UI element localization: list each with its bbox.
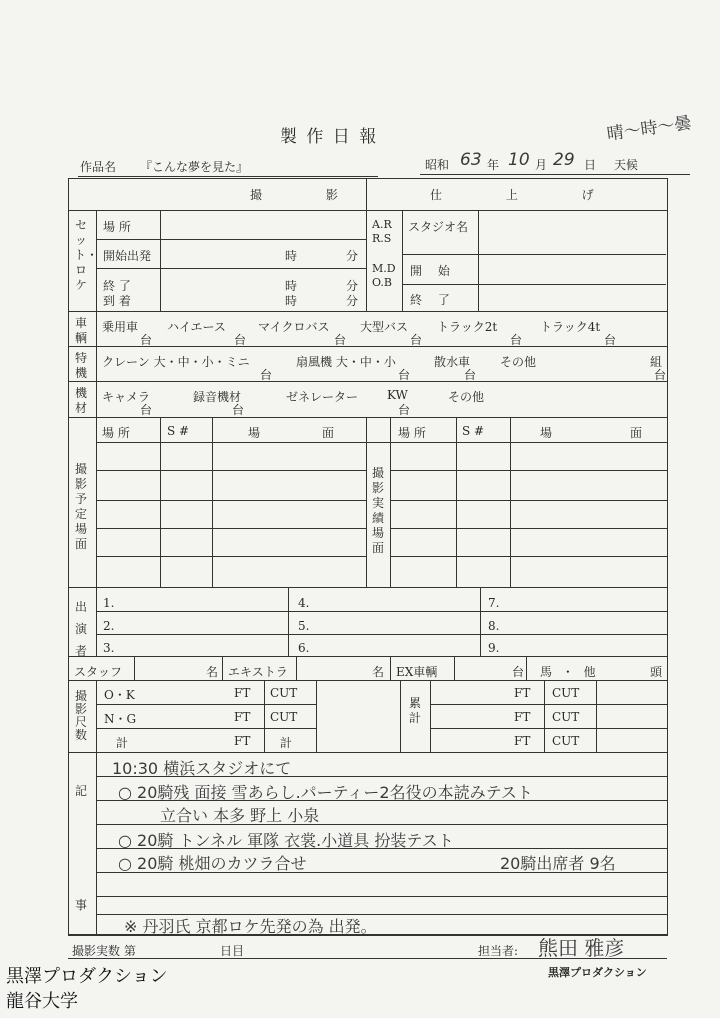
film-cut-1: CUT — [270, 686, 298, 700]
special-item-crane: クレーン 大・中・小・ミニ — [102, 355, 250, 369]
equipment-unit-3: 台 — [398, 403, 411, 417]
notes-ki-label: 記 — [75, 784, 88, 798]
set-ji-1: 時 — [285, 249, 298, 263]
set-ji-3: 時 — [285, 294, 298, 308]
vehicle-unit-3: 台 — [334, 333, 347, 347]
days-unit: 日目 — [220, 944, 245, 958]
rs-label: R.S — [372, 232, 392, 245]
special-item-sprinkler: 散水車 — [434, 355, 471, 369]
year-value: 63 — [460, 150, 482, 170]
set-ji-2: 時 — [285, 279, 298, 293]
scene-header-men-right: 面 — [630, 426, 643, 440]
set-fun-2: 分 — [346, 279, 359, 293]
set-shuryo: 終 了 — [103, 279, 131, 293]
cast-label: 出演者 — [74, 600, 87, 658]
equipment-unit-1: 台 — [140, 403, 153, 417]
person-label: 担当者: — [478, 944, 519, 958]
days-label: 撮影実数 第 — [72, 944, 136, 958]
note-line-6: ※ 丹羽氏 京都ロケ先発の為 出発。 — [124, 917, 377, 936]
film-cut-r2: CUT — [552, 710, 580, 724]
notes-ji-label: 事 — [75, 898, 88, 912]
set-fun-3: 分 — [346, 294, 359, 308]
cast-7: 7. — [488, 596, 500, 610]
work-title-value: 『こんな夢を見た』 — [140, 160, 249, 174]
special-item-other: その他 — [500, 355, 537, 369]
vehicle-item-truck2: トラック2t — [437, 320, 498, 334]
film-cut-2: CUT — [270, 710, 298, 724]
film-total-2: 計 — [280, 736, 293, 750]
equipment-item-kw: KW — [387, 388, 408, 402]
month-value: 10 — [508, 150, 530, 170]
scene-header-s-right: S # — [462, 424, 485, 438]
studio-label: スタジオ名 — [408, 220, 469, 234]
cast-8: 8. — [488, 619, 500, 633]
report-frame — [68, 178, 668, 936]
equipment-item-generator: ゼネレーター — [286, 390, 359, 404]
cast-5: 5. — [298, 619, 310, 633]
set-tochaku: 到 着 — [103, 294, 131, 308]
equipment-label: 機材 — [74, 386, 87, 415]
equipment-item-sound: 録音機材 — [193, 390, 242, 404]
scene-actual-label: 撮影実績場面 — [371, 466, 384, 555]
vehicle-item-microbus: マイクロバス — [258, 320, 330, 334]
cast-9: 9. — [488, 641, 500, 655]
shiage-kaishi: 開 始 — [410, 264, 456, 278]
film-ft-3: FT — [234, 734, 251, 748]
set-kaishi: 開始出発 — [103, 249, 152, 263]
vehicle-unit-2: 台 — [234, 333, 247, 347]
film-ft-1: FT — [234, 686, 251, 700]
vehicle-item-sedan: 乗用車 — [102, 320, 139, 334]
credit-1: 黒澤プロダクション — [6, 966, 168, 987]
set-basho: 場 所 — [103, 220, 131, 234]
equipment-item-camera: キャメラ — [102, 390, 151, 404]
scene-header-basho-right: 場 所 — [398, 426, 426, 440]
equipment-item-other: その他 — [448, 390, 485, 404]
note-line-2: ○ 20騎残 面接 雪あらし.パーティー2名役の本読みテスト — [118, 783, 533, 802]
ex-vehicle-dai: 台 — [512, 665, 525, 679]
film-total-label: 計 — [116, 736, 129, 750]
set-fun-1: 分 — [346, 249, 359, 263]
ex-vehicle-label: EX車輌 — [396, 665, 438, 679]
vehicle-item-bus: 大型バス — [360, 320, 409, 334]
horse-label: 馬 ・ 他 — [540, 665, 599, 679]
day-value: 29 — [553, 150, 575, 170]
special-label: 特機 — [74, 351, 87, 380]
cast-3: 3. — [103, 641, 115, 655]
note-line-3: 立合い 本多 野上 小泉 — [160, 806, 320, 825]
special-item-fan: 扇風機 大・中・小 — [296, 355, 396, 369]
md-label: M.D — [372, 262, 396, 275]
film-ok-label: O・K — [104, 688, 135, 702]
extra-mei: 名 — [372, 665, 385, 679]
vehicle-item-hiace: ハイエース — [167, 320, 226, 334]
shiage-shuryo: 終 了 — [410, 293, 456, 307]
scene-header-basho-left: 場 所 — [102, 426, 130, 440]
year-suffix: 年 — [487, 158, 500, 172]
ob-label: O.B — [372, 276, 392, 289]
film-ng-label: N・G — [104, 712, 137, 726]
vehicle-unit-1: 台 — [140, 333, 153, 347]
company-stamp: 黒澤プロダクション — [548, 966, 647, 979]
scene-plan-label: 撮影予定場面 — [74, 462, 87, 551]
vehicle-item-truck4: トラック4t — [540, 320, 601, 334]
film-cut-r3: CUT — [552, 734, 580, 748]
film-label: 撮影尺数 — [74, 689, 87, 742]
extra-label: エキストラ — [228, 665, 288, 679]
special-unit-1: 台 — [260, 368, 273, 382]
page-title: 製 作 日 報 — [280, 127, 379, 147]
vehicles-label: 車輌 — [74, 316, 87, 345]
special-unit-4: 台 — [654, 368, 667, 382]
vehicle-unit-6: 台 — [604, 333, 617, 347]
scene-header-s-left: S # — [167, 424, 190, 438]
film-ft-r2: FT — [514, 710, 531, 724]
special-item-kumi: 組 — [650, 355, 663, 369]
film-ft-r1: FT — [514, 686, 531, 700]
scene-header-ba-left: 場 — [248, 426, 261, 440]
weather-label: 天候 — [614, 158, 639, 172]
film-ft-2: FT — [234, 710, 251, 724]
day-suffix: 日 — [584, 158, 597, 172]
staff-mei: 名 — [206, 665, 219, 679]
shiage-header: 仕 上 げ — [430, 188, 624, 202]
month-suffix: 月 — [535, 158, 548, 172]
vehicle-unit-4: 台 — [410, 333, 423, 347]
cast-4: 4. — [298, 596, 310, 610]
vehicle-unit-5: 台 — [510, 333, 523, 347]
scene-header-men-left: 面 — [322, 426, 335, 440]
cast-6: 6. — [298, 641, 310, 655]
film-cumulative-label: 累計 — [408, 696, 421, 725]
person-value: 熊田 雅彦 — [538, 936, 625, 960]
work-title-label: 作品名 — [80, 160, 117, 174]
credit-2: 龍谷大学 — [6, 991, 78, 1012]
cast-2: 2. — [103, 619, 115, 633]
equipment-unit-2: 台 — [232, 403, 245, 417]
special-unit-3: 台 — [464, 368, 477, 382]
horse-tou: 頭 — [650, 665, 663, 679]
staff-label: スタッフ — [74, 665, 123, 679]
film-ft-r3: FT — [514, 734, 531, 748]
weather-value: 晴〜時〜曇 — [605, 113, 693, 145]
film-cut-r1: CUT — [552, 686, 580, 700]
ar-label: A.R — [372, 218, 392, 231]
note-line-1: 10:30 横浜スタジオにて — [112, 759, 292, 778]
set-loke-label: セット・ロケ — [74, 218, 99, 292]
note-line-5: ○ 20騎 桃畑のカツラ合せ — [118, 854, 307, 873]
era-label: 昭和 — [425, 158, 450, 172]
cast-1: 1. — [103, 596, 115, 610]
special-unit-2: 台 — [398, 368, 411, 382]
note-line-4: ○ 20騎 トンネル 軍隊 衣裳.小道具 扮装テスト — [118, 831, 454, 850]
note-attendance: 20騎出席者 9名 — [500, 854, 616, 873]
satsuei-header: 撮 影 — [250, 188, 368, 202]
scene-header-ba-right: 場 — [540, 426, 553, 440]
